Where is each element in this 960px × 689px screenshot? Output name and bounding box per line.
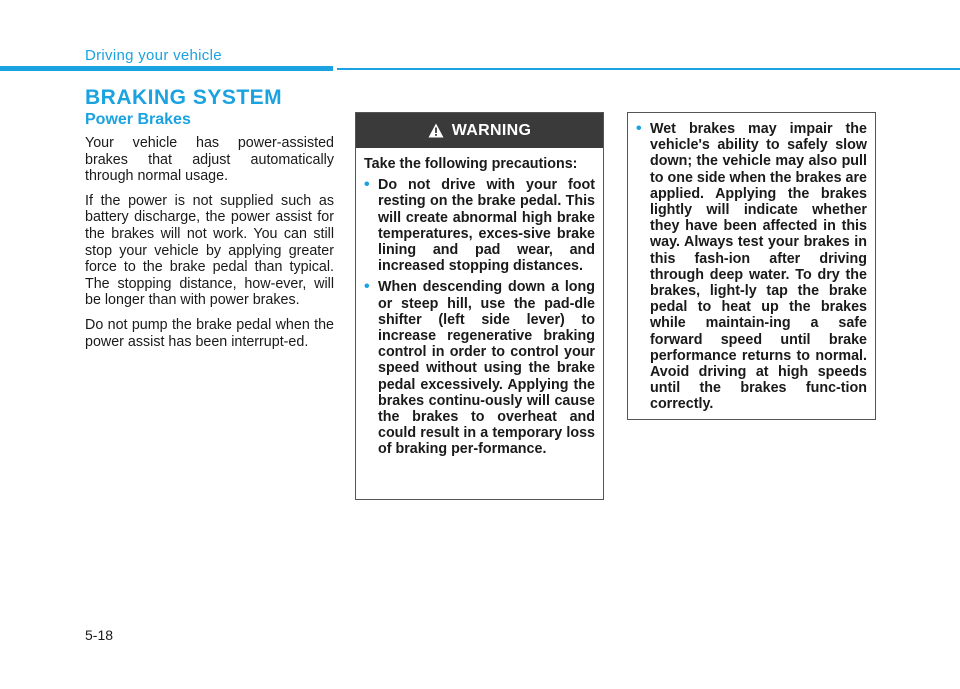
page-number: 5-18 <box>85 627 114 643</box>
bullet-icon: • <box>364 176 370 194</box>
list-item-text: When descending down a long or steep hill, use the pad-dle shifter (left side lever) to increase regenerative braking control in order to control your speed without using the brake pedal excessively. Applying the brakes continu-ously will cause the brakes to overheat and could result in a temporary loss of braking per-formance. <box>378 279 595 458</box>
warning-continued-box <box>627 112 876 420</box>
list-item <box>636 121 867 413</box>
warning-continued-body <box>628 113 875 413</box>
bullet-icon: • <box>364 278 370 296</box>
section-title: BRAKING SYSTEM <box>85 86 283 109</box>
body-paragraph: If the power is not supplied such as battery discharge, the power assist for the brakes will not work. You can still stop your vehicle by applying greater force to the brake pedal than typical. The stopping distance, how-ever, will be longer than with power brakes. <box>85 192 334 309</box>
body-paragraph: Do not pump the brake pedal when the power assist has been interrupt-ed. <box>85 316 334 350</box>
warning-body <box>356 148 603 458</box>
list-item-text: Do not drive with your foot resting on the brake pedal. This will create abnormal high brake temperatures, exces-sive brake lining and pad wear, and increased stopping distances. <box>378 177 595 275</box>
header-rule-thick <box>0 66 333 71</box>
warning-intro: Take the following precautions: <box>364 156 578 172</box>
bullet-icon: • <box>636 120 642 137</box>
body-text <box>85 135 334 358</box>
body-paragraph: Your vehicle has power-assisted brakes that adjust automatically through normal usage. <box>85 135 334 185</box>
header-rule-thin <box>337 68 960 70</box>
warning-triangle-icon <box>428 123 444 138</box>
list-item <box>364 177 595 274</box>
subsection-title: Power Brakes <box>85 111 191 128</box>
warning-continued-list <box>636 121 867 413</box>
warning-box <box>355 112 604 500</box>
warning-list <box>364 177 595 457</box>
warning-label: WARNING <box>451 121 532 139</box>
chapter-title: Driving your vehicle <box>85 47 222 64</box>
list-item-text: Wet brakes may impair the vehicle's ability to safely slow down; the vehicle may also pull to one side when the brakes are applied. Applying the brakes lightly will indicate whether they have been affected in this way. Always test your brakes in this fash-ion after driving through deep water. To dry the brakes, light-ly tap the brake pedal to heat up the brakes while maintain-ing a safe forward speed until brake performance returns to normal. Avoid driving at high speeds until the brakes func-tion correctly. <box>650 121 867 413</box>
warning-header <box>356 113 603 148</box>
list-item <box>364 279 595 457</box>
